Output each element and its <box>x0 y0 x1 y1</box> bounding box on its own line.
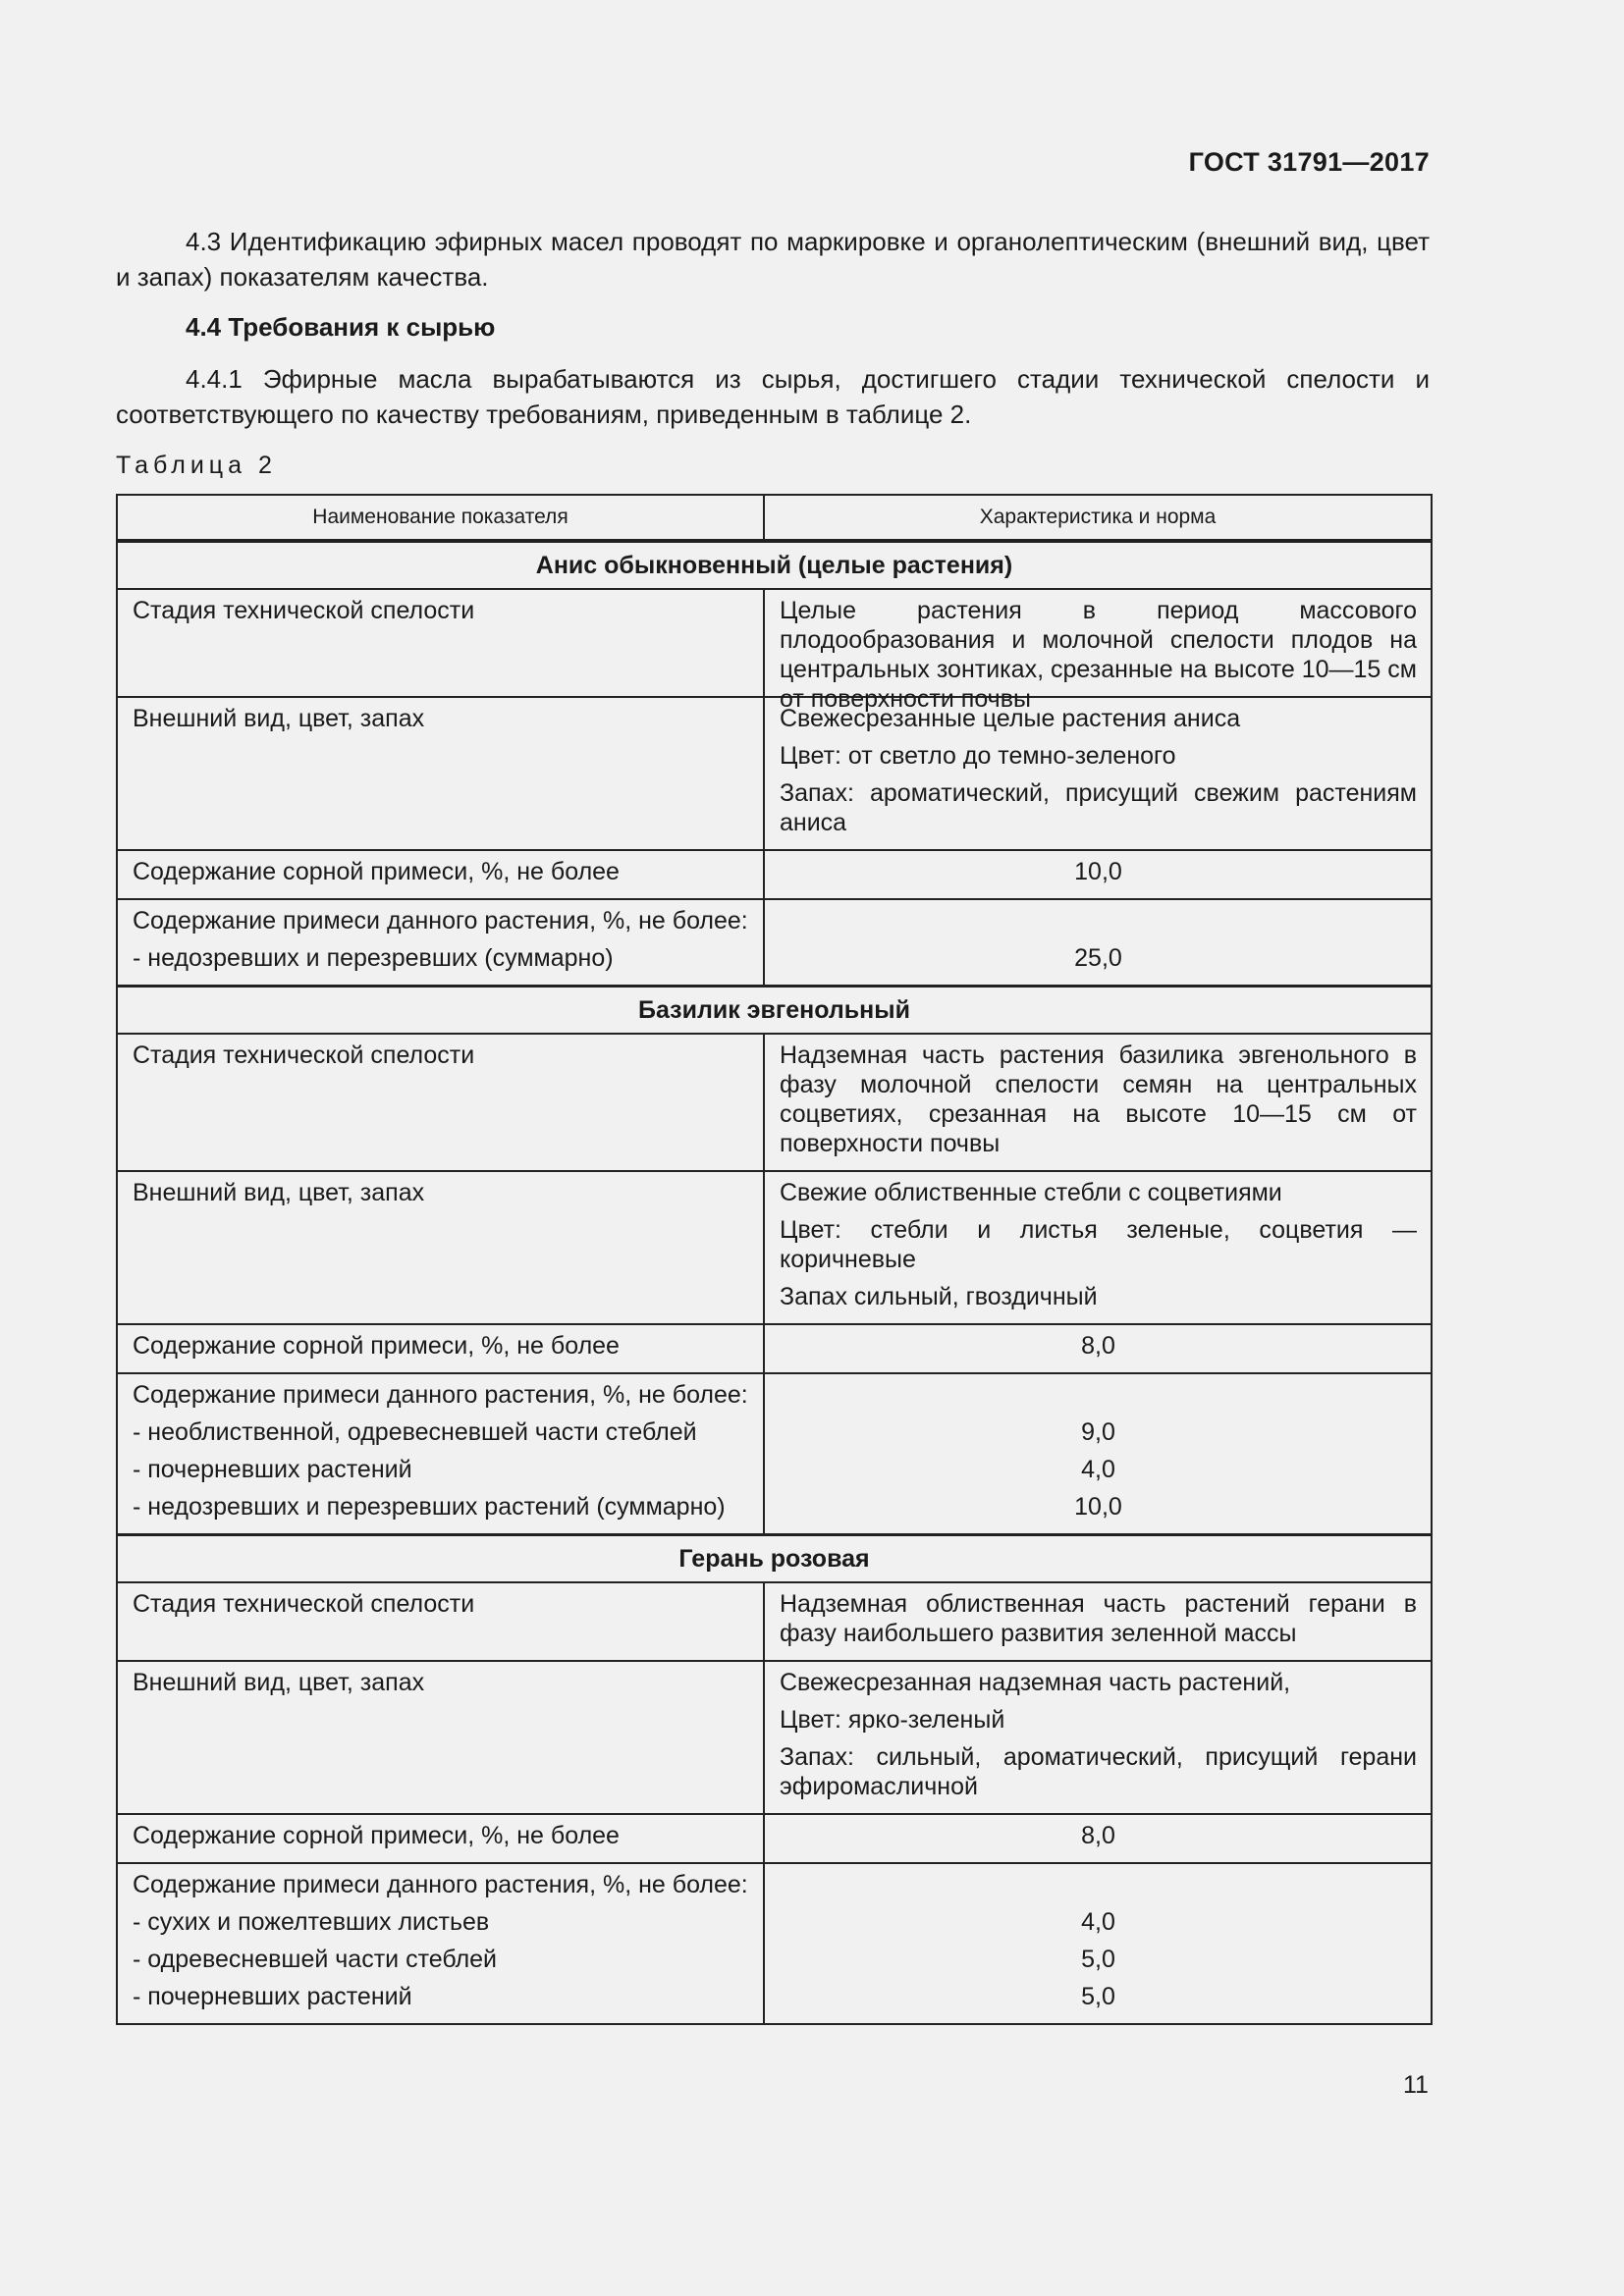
table-row <box>117 1171 1432 1324</box>
indicator-sub-label: - сухих и пожелтевших листьев <box>133 1908 490 1936</box>
indicator-cell <box>117 697 764 850</box>
paragraph-4-3: 4.3 Идентификацию эфирных масел проводят по маркировке и органолептическим (внешний вид, цвет и запах) показателям качества. <box>116 227 1430 292</box>
value-text: 8,0 <box>1081 1822 1115 1849</box>
indicator-cell <box>117 899 764 987</box>
value-cell <box>764 899 1432 987</box>
table-header-row <box>117 495 1432 541</box>
norm-cell <box>764 1661 1432 1814</box>
table-row <box>117 850 1432 899</box>
table-row <box>117 899 1432 987</box>
table-row <box>117 1324 1432 1373</box>
table-row <box>117 1034 1432 1171</box>
norm-text: Цвет: от светло до темно-зеленого <box>780 742 1176 770</box>
table-caption: Таблица 2 <box>116 452 277 479</box>
table-row <box>117 697 1432 850</box>
indicator-label: Внешний вид, цвет, запах <box>133 1179 425 1206</box>
indicator-label: Содержание примеси данного растения, %, не более: <box>133 1871 748 1898</box>
column-header-norm: Характеристика и норма <box>764 495 1432 541</box>
group-title: Герань розовая <box>117 1535 1432 1583</box>
value-cell <box>764 1373 1432 1535</box>
indicator-cell <box>117 1582 764 1661</box>
norm-cell <box>764 697 1432 850</box>
indicator-label: Стадия технической спелости <box>133 1590 475 1618</box>
indicator-label: Содержание сорной примеси, %, не более <box>133 1332 620 1360</box>
indicator-label: Содержание сорной примеси, %, не более <box>133 1822 620 1849</box>
table-row <box>117 1814 1432 1863</box>
requirements-table <box>116 494 1433 2025</box>
norm-text: Надземная облиственная часть растений герани в фазу наибольшего развития зеленной массы <box>780 1590 1417 1647</box>
indicator-sub-label: - недозревших и перезревших растений (суммарно) <box>133 1493 726 1521</box>
value-cell <box>764 1863 1432 2024</box>
table-row <box>117 1582 1432 1661</box>
group-title: Базилик эвгенольный <box>117 987 1432 1035</box>
norm-cell <box>764 589 1432 713</box>
indicator-sub-label: - недозревших и перезревших (суммарно) <box>133 944 614 972</box>
indicator-sub-label: - почерневших растений <box>133 1983 412 2010</box>
group-title: Анис обыкновенный (целые растения) <box>117 541 1432 589</box>
indicator-sub-label: - необлиственной, одревесневшей части стеблей <box>133 1418 697 1446</box>
indicator-cell <box>117 1814 764 1863</box>
indicator-sub-label: - почерневших растений <box>133 1456 412 1483</box>
norm-text: Целые растения в период массового плодообразования и молочной спелости плодов на центральных зонтиках, срезанные на высоте 10—15 см от поверхности почвы <box>780 597 1417 713</box>
indicator-cell <box>117 1171 764 1324</box>
page-number: 11 <box>1403 2071 1429 2099</box>
value-text: 25,0 <box>1074 944 1122 972</box>
group-row-anise <box>117 541 1432 589</box>
paragraph-4-4-1: 4.4.1 Эфирные масла вырабатываются из сырья, достигшего стадии технической спелости и соответствующего по качеству требованиям, приведенным в таблице 2. <box>116 364 1430 429</box>
table-row <box>117 1661 1432 1814</box>
value-text: 10,0 <box>1074 1493 1122 1521</box>
norm-text: Свежие облиственные стебли с соцветиями <box>780 1179 1282 1206</box>
value-text: 4,0 <box>1081 1456 1115 1483</box>
value-text: 9,0 <box>1081 1418 1115 1446</box>
indicator-cell <box>117 1863 764 2024</box>
indicator-label: Содержание сорной примеси, %, не более <box>133 858 620 885</box>
norm-cell <box>764 1582 1432 1661</box>
indicator-label: Внешний вид, цвет, запах <box>133 705 425 732</box>
norm-text: Запах сильный, гвоздичный <box>780 1283 1098 1310</box>
table-row <box>117 1863 1432 2024</box>
indicator-label: Стадия технической спелости <box>133 1041 475 1069</box>
norm-text: Цвет: стебли и листья зеленые, соцветия — коричневые <box>780 1216 1417 1273</box>
indicator-sub-label: - одревесневшей части стеблей <box>133 1946 498 1973</box>
indicator-cell <box>117 1373 764 1535</box>
value-cell <box>764 1324 1432 1373</box>
value-text: 10,0 <box>1074 858 1122 885</box>
norm-text: Запах: сильный, ароматический, присущий герани эфиромасличной <box>780 1743 1417 1800</box>
indicator-label: Содержание примеси данного растения, %, не более: <box>133 907 748 934</box>
indicator-cell <box>117 1034 764 1171</box>
norm-text: Цвет: ярко-зеленый <box>780 1706 1005 1734</box>
norm-text: Надземная часть растения базилика эвгенольного в фазу молочной спелости семян на центральных соцветиях, срезанная на высоте 10—15 см от поверхности почвы <box>780 1041 1417 1157</box>
indicator-cell <box>117 589 764 697</box>
norm-cell <box>764 1034 1432 1171</box>
table-row <box>117 1373 1432 1535</box>
value-cell <box>764 1814 1432 1863</box>
value-cell <box>764 850 1432 899</box>
indicator-label: Стадия технической спелости <box>133 597 475 624</box>
indicator-cell <box>117 850 764 899</box>
value-text: 5,0 <box>1081 1983 1115 2010</box>
indicator-cell <box>117 1324 764 1373</box>
column-header-indicator: Наименование показателя <box>117 495 764 541</box>
norm-text: Свежесрезанная надземная часть растений, <box>780 1669 1291 1696</box>
section-heading-4-4: 4.4 Требования к сырью <box>186 312 496 342</box>
value-text: 4,0 <box>1081 1908 1115 1936</box>
indicator-cell <box>117 1661 764 1814</box>
value-text: 5,0 <box>1081 1946 1115 1973</box>
group-row-basil <box>117 987 1432 1035</box>
value-text: 8,0 <box>1081 1332 1115 1360</box>
indicator-label: Внешний вид, цвет, запах <box>133 1669 425 1696</box>
group-row-geranium <box>117 1535 1432 1583</box>
standard-header: ГОСТ 31791—2017 <box>1188 147 1430 177</box>
norm-text: Запах: ароматический, присущий свежим растениям аниса <box>780 779 1417 836</box>
table-row <box>117 589 1432 697</box>
norm-text: Свежесрезанные целые растения аниса <box>780 705 1241 732</box>
indicator-label: Содержание примеси данного растения, %, не более: <box>133 1381 748 1409</box>
norm-cell <box>764 1171 1432 1324</box>
